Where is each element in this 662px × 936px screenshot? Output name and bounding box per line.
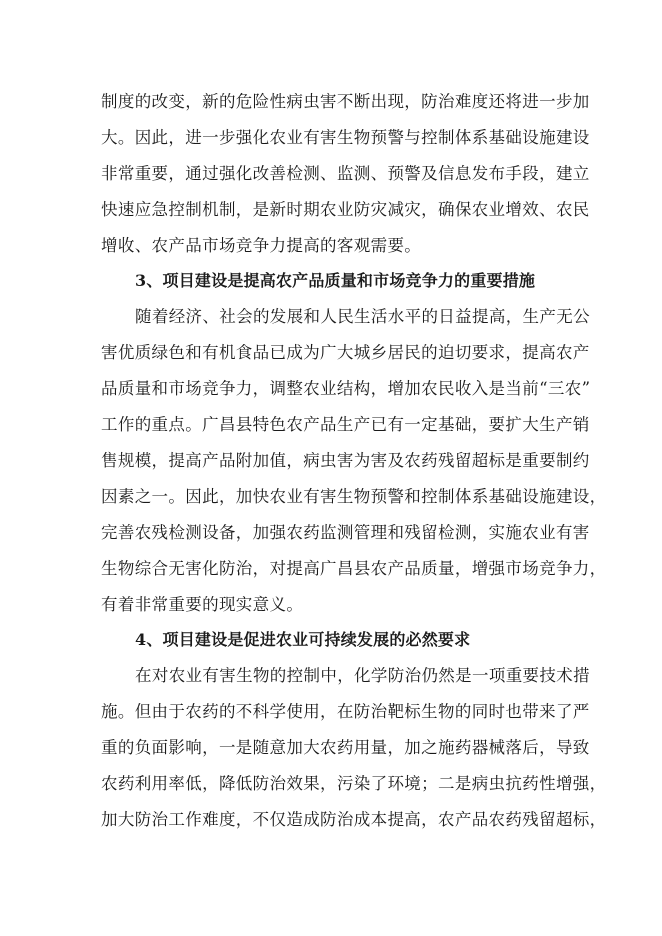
text-line: 增收、农产品市场竞争力提高的客观需要。 [101, 236, 422, 255]
text-line: 害优质绿色和有机食品已成为广大城乡居民的迫切要求，提高农产 [101, 343, 590, 362]
text-line: 在对农业有害生物的控制中，化学防治仍然是一项重要技术措 [135, 666, 590, 685]
text-line: 完善农残检测设备，加强农药监测管理和残留检测，实施农业有害 [101, 523, 590, 542]
text-line: 制度的改变，新的危险性病虫害不断出现，防治难度还将进一步加 [101, 92, 590, 111]
text-line: 工作的重点。广昌县特色农产品生产已有一定基础，要扩大生产销 [101, 415, 590, 434]
text-line: 施。但由于农药的不科学使用，在防治靶标生物的同时也带来了严 [101, 702, 590, 721]
text-line: 因素之一。因此，加快农业有害生物预警和控制体系基础设施建设， [101, 487, 607, 506]
text-line: 重的负面影响，一是随意加大农药用量，加之施药器械落后，导致 [101, 738, 590, 757]
text-line: 非常重要，通过强化改善检测、监测、预警及信息发布手段，建立 [101, 164, 590, 183]
text-line: 快速应急控制机制，是新时期农业防灾减灾，确保农业增效、农民 [101, 200, 590, 219]
text-line: 农药利用率低，降低防治效果，污染了环境；二是病虫抗药性增强， [101, 774, 607, 793]
text-line: 生物综合无害化防治，对提高广昌县农产品质量，增强市场竞争力， [101, 559, 607, 578]
text-line: 有着非常重要的现实意义。 [101, 595, 304, 614]
text-line: 加大防治工作难度，不仅造成防治成本提高，农产品农药残留超标， [101, 810, 607, 829]
section-3-heading: 3、项目建设是提高农产品质量和市场竞争力的重要措施 [135, 271, 536, 290]
text-line: 售规模，提高产品附加值，病虫害为害及农药残留超标是重要制约 [101, 451, 590, 470]
section-4-heading: 4、项目建设是促进农业可持续发展的必然要求 [135, 630, 471, 649]
text-line: 品质量和市场竞争力，调整农业结构，增加农民收入是当前“三农” [101, 379, 591, 398]
text-line: 随着经济、社会的发展和人民生活水平的日益提高，生产无公 [135, 307, 590, 326]
text-line: 大。因此，进一步强化农业有害生物预警与控制体系基础设施建设 [101, 128, 590, 147]
